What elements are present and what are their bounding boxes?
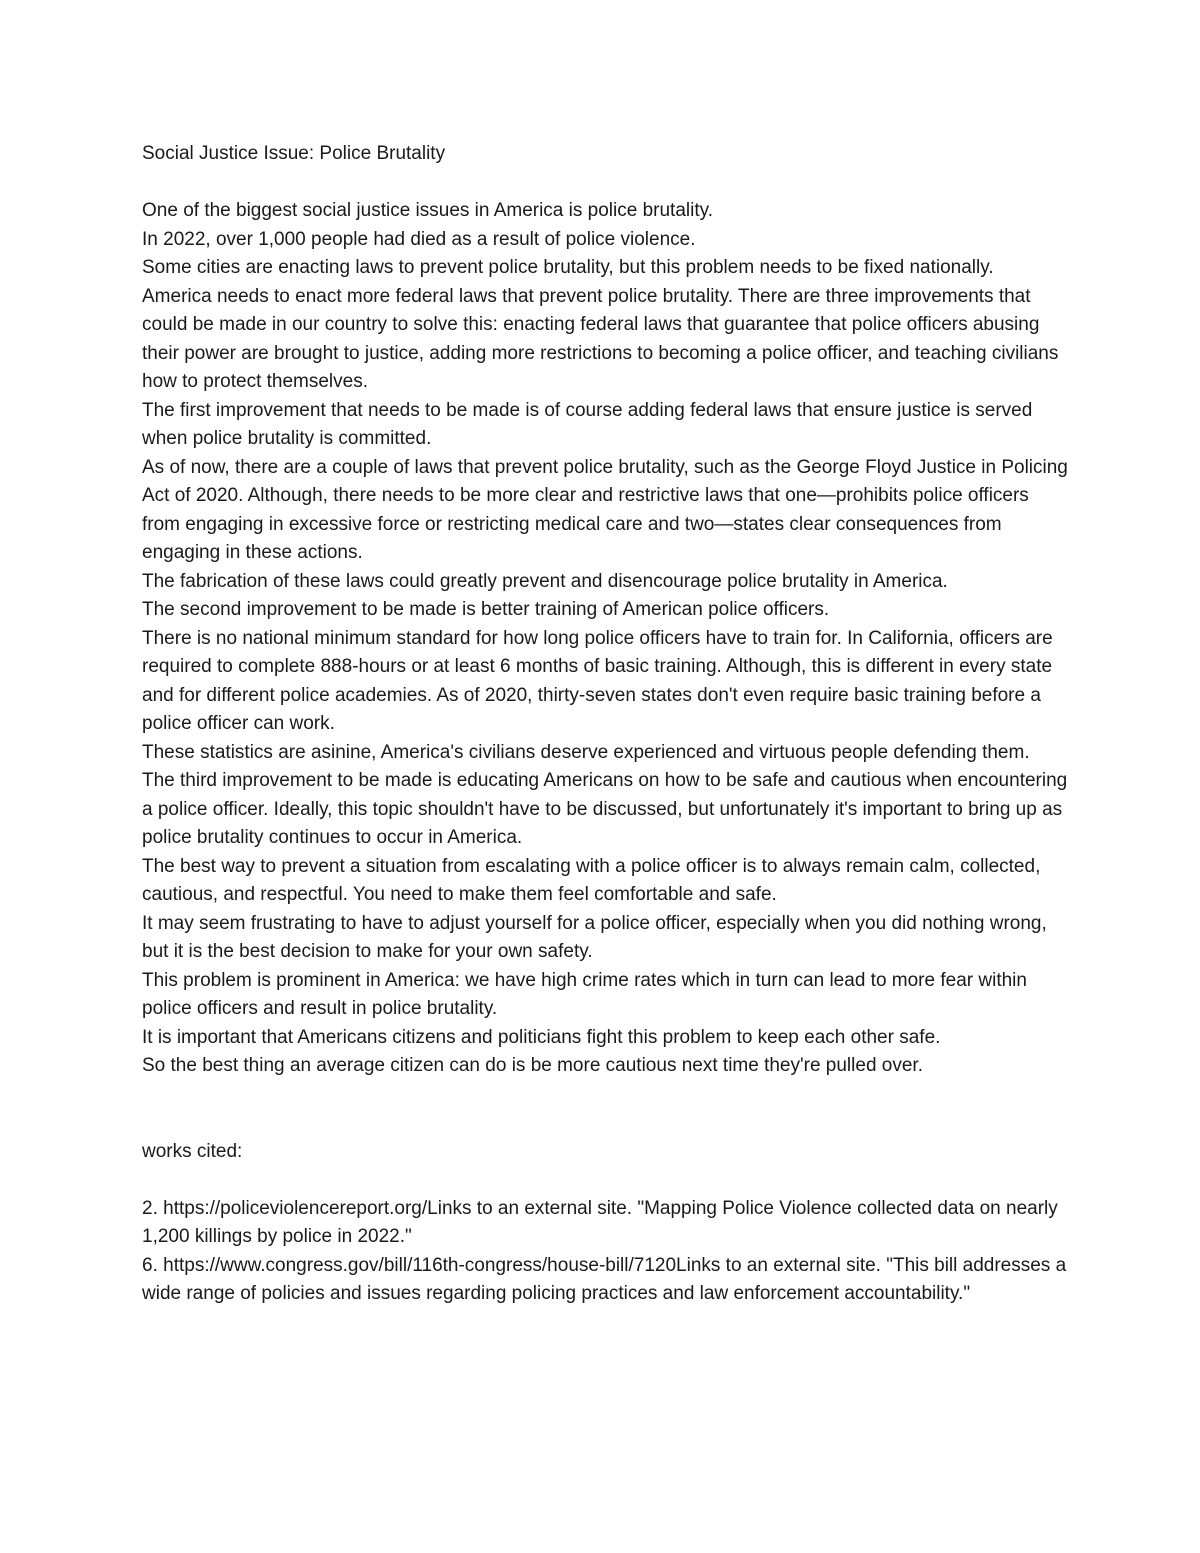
paragraph: In 2022, over 1,000 people had died as a result of police violence. <box>142 228 696 250</box>
paragraph: These statistics are asinine, America's civilians deserve experienced and virtuous people defending them. <box>142 741 1030 763</box>
document-body <box>142 140 1072 1309</box>
paragraph: Some cities are enacting laws to prevent police brutality, but this problem needs to be fixed nationally. <box>142 257 994 278</box>
paragraph: The third improvement to be made is educating Americans on how to be safe and cautious when encountering a police officer. Ideally, this topic shouldn't have to be discussed, but unfortunately it's important to bring up as police brutality continues to occur in America. <box>142 770 1068 848</box>
paragraph: The first improvement that needs to be made is of course adding federal laws that ensure justice is served when police brutality is committed. <box>142 399 1033 449</box>
paragraph: The fabrication of these laws could greatly prevent and disencourage police brutality in America. <box>142 570 948 592</box>
section-spacer <box>142 1166 1072 1195</box>
paragraph: The best way to prevent a situation from escalating with a police officer is to always remain calm, collected, cautious, and respectful. You need to make them feel comfortable and safe. <box>142 855 1041 905</box>
paragraph: As of now, there are a couple of laws that prevent police brutality, such as the George Floyd Justice in Policing Act of 2020. Although, there needs to be more clear and restrictive laws that one—prohibits police officers from engaging in excessive force or restricting medical care and two—states clear consequences from engaging in these actions. <box>142 456 1068 563</box>
citation: 6. https://www.congress.gov/bill/116th-congress/house-bill/7120Links to an external site. "This bill addresses a wide range of policies and issues regarding policing practices and law enforcement accountability." <box>142 1254 1067 1304</box>
document-title: Social Justice Issue: Police Brutality <box>142 143 446 164</box>
paragraph: The second improvement to be made is better training of American police officers. <box>142 599 830 620</box>
section-spacer <box>142 1081 1072 1138</box>
works-cited-heading: works cited: <box>142 1140 243 1162</box>
paragraph: America needs to enact more federal laws that prevent police brutality. There are three improvements that could be made in our country to solve this: enacting federal laws that guarantee that police officers abusing their power are brought to justice, adding more restrictions to becoming a police officer, and teaching civilians how to protect themselves. <box>142 285 1059 392</box>
citation: 2. https://policeviolencereport.org/Links to an external site. "Mapping Police Violence collected data on nearly 1,200 killings by police in 2022." <box>142 1197 1058 1247</box>
paragraph: One of the biggest social justice issues in America is police brutality. <box>142 200 713 221</box>
paragraph: This problem is prominent in America: we have high crime rates which in turn can lead to more fear within police officers and result in police brutality. <box>142 969 1027 1019</box>
paragraph: It may seem frustrating to have to adjust yourself for a police officer, especially when you did nothing wrong, but it is the best decision to make for your own safety. <box>142 912 1047 962</box>
paragraph: It is important that Americans citizens and politicians fight this problem to keep each other safe. <box>142 1026 941 1048</box>
paragraph: There is no national minimum standard for how long police officers have to train for. In California, officers are required to complete 888-hours or at least 6 months of basic training. Although, this is different in every state and for different police academies. As of 2020, thirty-seven states don't even require basic training before a police officer can work. <box>142 627 1053 734</box>
paragraph: So the best thing an average citizen can do is be more cautious next time they're pulled over. <box>142 1055 923 1076</box>
